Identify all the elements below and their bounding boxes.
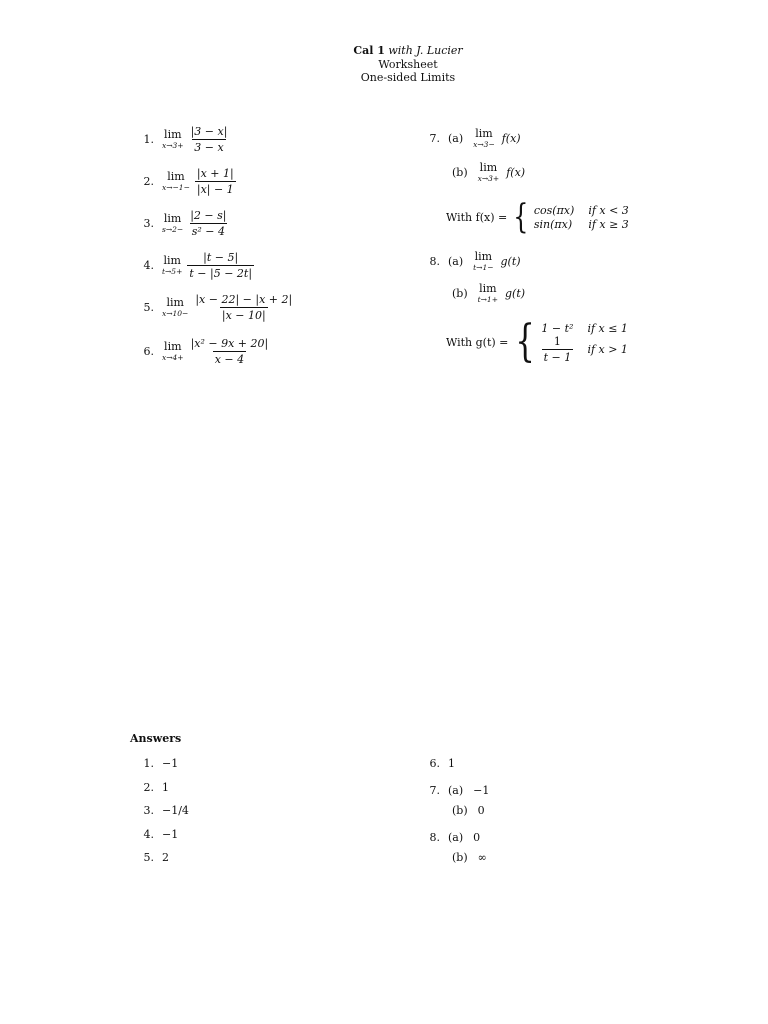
fraction xyxy=(188,210,228,237)
answer-value: 0 xyxy=(477,804,485,817)
problem-number: 6. xyxy=(143,345,154,358)
answer-value: 1 xyxy=(162,781,169,794)
answer-number: 2. xyxy=(143,781,154,794)
piecewise-g xyxy=(446,316,628,367)
limit-subscript: t→5+ xyxy=(162,267,183,277)
limit-subscript: x→4+ xyxy=(162,353,184,363)
part-label: (a) xyxy=(448,131,464,145)
problem-8a xyxy=(422,251,521,272)
part-label: (a) xyxy=(448,831,464,844)
problem-5 xyxy=(136,294,294,321)
left-brace-icon: { xyxy=(513,197,529,237)
limit-subscript: x→−1− xyxy=(162,183,190,193)
lim-text: lim xyxy=(474,250,493,263)
answer-number: 6. xyxy=(429,757,440,770)
worksheet-label: Worksheet xyxy=(378,57,438,71)
problem-6 xyxy=(136,338,270,365)
limit-subscript: x→3− xyxy=(473,140,495,149)
answer-value: ∞ xyxy=(477,851,487,864)
course-name: Cal 1 xyxy=(353,44,385,57)
denominator: s² − 4 xyxy=(191,225,225,238)
lim-text: lim xyxy=(164,128,182,142)
problem-number: 2. xyxy=(143,175,154,188)
part-label: (a) xyxy=(448,254,464,268)
problem-number: 4. xyxy=(143,259,154,272)
answer-item xyxy=(136,828,178,841)
limit-subscript: t→1− xyxy=(473,263,494,272)
limit-subscript: t→1+ xyxy=(477,295,498,304)
answer-item xyxy=(136,851,169,864)
piecewise-lhs: With f(x) = xyxy=(446,210,508,224)
worksheet-header xyxy=(0,44,768,85)
limit-operator xyxy=(162,129,184,150)
title-line xyxy=(0,44,768,58)
case-fraction xyxy=(541,336,573,363)
problem-number: 1. xyxy=(143,133,154,146)
case-expression: sin(πx) xyxy=(533,217,573,231)
answer-number: 4. xyxy=(143,828,154,841)
lim-text: lim xyxy=(163,254,181,268)
fraction xyxy=(193,294,294,321)
part-label: (b) xyxy=(452,165,468,179)
problem-4 xyxy=(136,252,254,279)
answer-number: 7. xyxy=(429,784,440,797)
part-label: (b) xyxy=(452,804,468,817)
problem-1 xyxy=(136,126,229,153)
limit-subscript: x→10− xyxy=(162,309,189,319)
case-condition: if x > 1 xyxy=(587,342,628,356)
case-expression: cos(πx) xyxy=(533,203,575,217)
piecewise-lhs: With g(t) = xyxy=(446,335,509,349)
numerator: |x² − 9x + 20| xyxy=(190,337,269,350)
answer-value: −1/4 xyxy=(162,804,189,817)
case-condition: if x < 3 xyxy=(588,203,629,217)
answer-item xyxy=(452,804,485,817)
limit-operator xyxy=(478,283,498,304)
limit-operator xyxy=(162,341,184,362)
answer-value: 2 xyxy=(162,851,169,864)
fraction xyxy=(195,168,236,195)
answer-value: −1 xyxy=(473,784,490,797)
answer-value: −1 xyxy=(162,828,179,841)
lim-text: lim xyxy=(164,340,182,354)
case-condition: if x ≥ 3 xyxy=(588,217,629,231)
answer-number: 1. xyxy=(143,757,154,770)
problem-number: 3. xyxy=(143,217,154,230)
numerator: |x − 22| − |x + 2| xyxy=(195,293,293,306)
problem-number: 7. xyxy=(429,131,440,145)
answer-value: 0 xyxy=(473,831,481,844)
lim-text: lim xyxy=(479,282,497,295)
limit-operator xyxy=(162,297,188,318)
denominator: t − 1 xyxy=(543,350,572,364)
cases-table xyxy=(541,322,628,363)
fraction xyxy=(187,252,254,279)
limit-subscript: x→3+ xyxy=(162,141,184,151)
part-label: (b) xyxy=(452,851,468,864)
problem-2 xyxy=(136,168,236,195)
limit-operator xyxy=(473,128,495,149)
part-label: (a) xyxy=(448,784,464,797)
answer-item xyxy=(452,851,487,864)
answers-heading: Answers xyxy=(130,732,182,745)
problem-number: 8. xyxy=(429,254,440,268)
limit-operator xyxy=(162,213,183,234)
answer-value: 1 xyxy=(448,757,455,770)
worksheet-topic: One-sided Limits xyxy=(360,71,456,84)
instructor-name: with J. Lucier xyxy=(388,44,463,57)
problem-number: 5. xyxy=(143,301,154,314)
problem-7b xyxy=(452,162,525,183)
cases-table xyxy=(534,204,629,231)
answer-item xyxy=(136,781,169,794)
limit-operator xyxy=(162,171,190,192)
answer-number: 3. xyxy=(143,804,154,817)
lim-text: lim xyxy=(479,161,498,174)
lim-text: lim xyxy=(166,296,184,310)
answer-item xyxy=(136,804,189,817)
lim-text: lim xyxy=(167,170,185,184)
case-expression: 1 − t² xyxy=(541,321,574,335)
numerator: 1 xyxy=(553,334,561,348)
answer-number: 8. xyxy=(429,831,440,844)
piecewise-f xyxy=(446,197,629,237)
fraction xyxy=(189,338,271,365)
limit-subscript: s→2− xyxy=(162,225,184,235)
left-brace-icon: { xyxy=(515,316,536,367)
limit-operator xyxy=(478,162,500,183)
answer-item xyxy=(136,757,178,770)
answer-item xyxy=(422,784,489,797)
lim-text: lim xyxy=(163,212,182,226)
lim-text: lim xyxy=(475,127,493,140)
limit-operator xyxy=(473,251,493,272)
limit-operator xyxy=(162,255,182,276)
limit-subscript: x→3+ xyxy=(477,174,500,183)
answer-value: −1 xyxy=(162,757,179,770)
numerator: |t − 5| xyxy=(203,251,239,264)
denominator: 3 − x xyxy=(194,141,224,154)
fraction xyxy=(189,126,230,153)
denominator: |x| − 1 xyxy=(196,183,234,196)
answer-number: 5. xyxy=(143,851,154,864)
numerator: |3 − x| xyxy=(190,125,228,138)
function-expression: f(x) xyxy=(506,165,526,179)
problem-3 xyxy=(136,210,228,237)
numerator: |x + 1| xyxy=(196,167,234,180)
part-label: (b) xyxy=(452,286,468,300)
problem-8b xyxy=(452,283,525,304)
numerator: |2 − s| xyxy=(190,209,227,222)
denominator: t − |5 − 2t| xyxy=(189,267,253,280)
problem-7a xyxy=(422,128,521,149)
function-expression: g(t) xyxy=(500,254,521,268)
answer-item xyxy=(422,831,480,844)
denominator: x − 4 xyxy=(214,353,245,366)
answer-item xyxy=(422,757,455,770)
case-condition: if x ≤ 1 xyxy=(587,321,628,335)
function-expression: g(t) xyxy=(504,286,526,300)
function-expression: f(x) xyxy=(501,131,521,145)
denominator: |x − 10| xyxy=(221,309,266,322)
